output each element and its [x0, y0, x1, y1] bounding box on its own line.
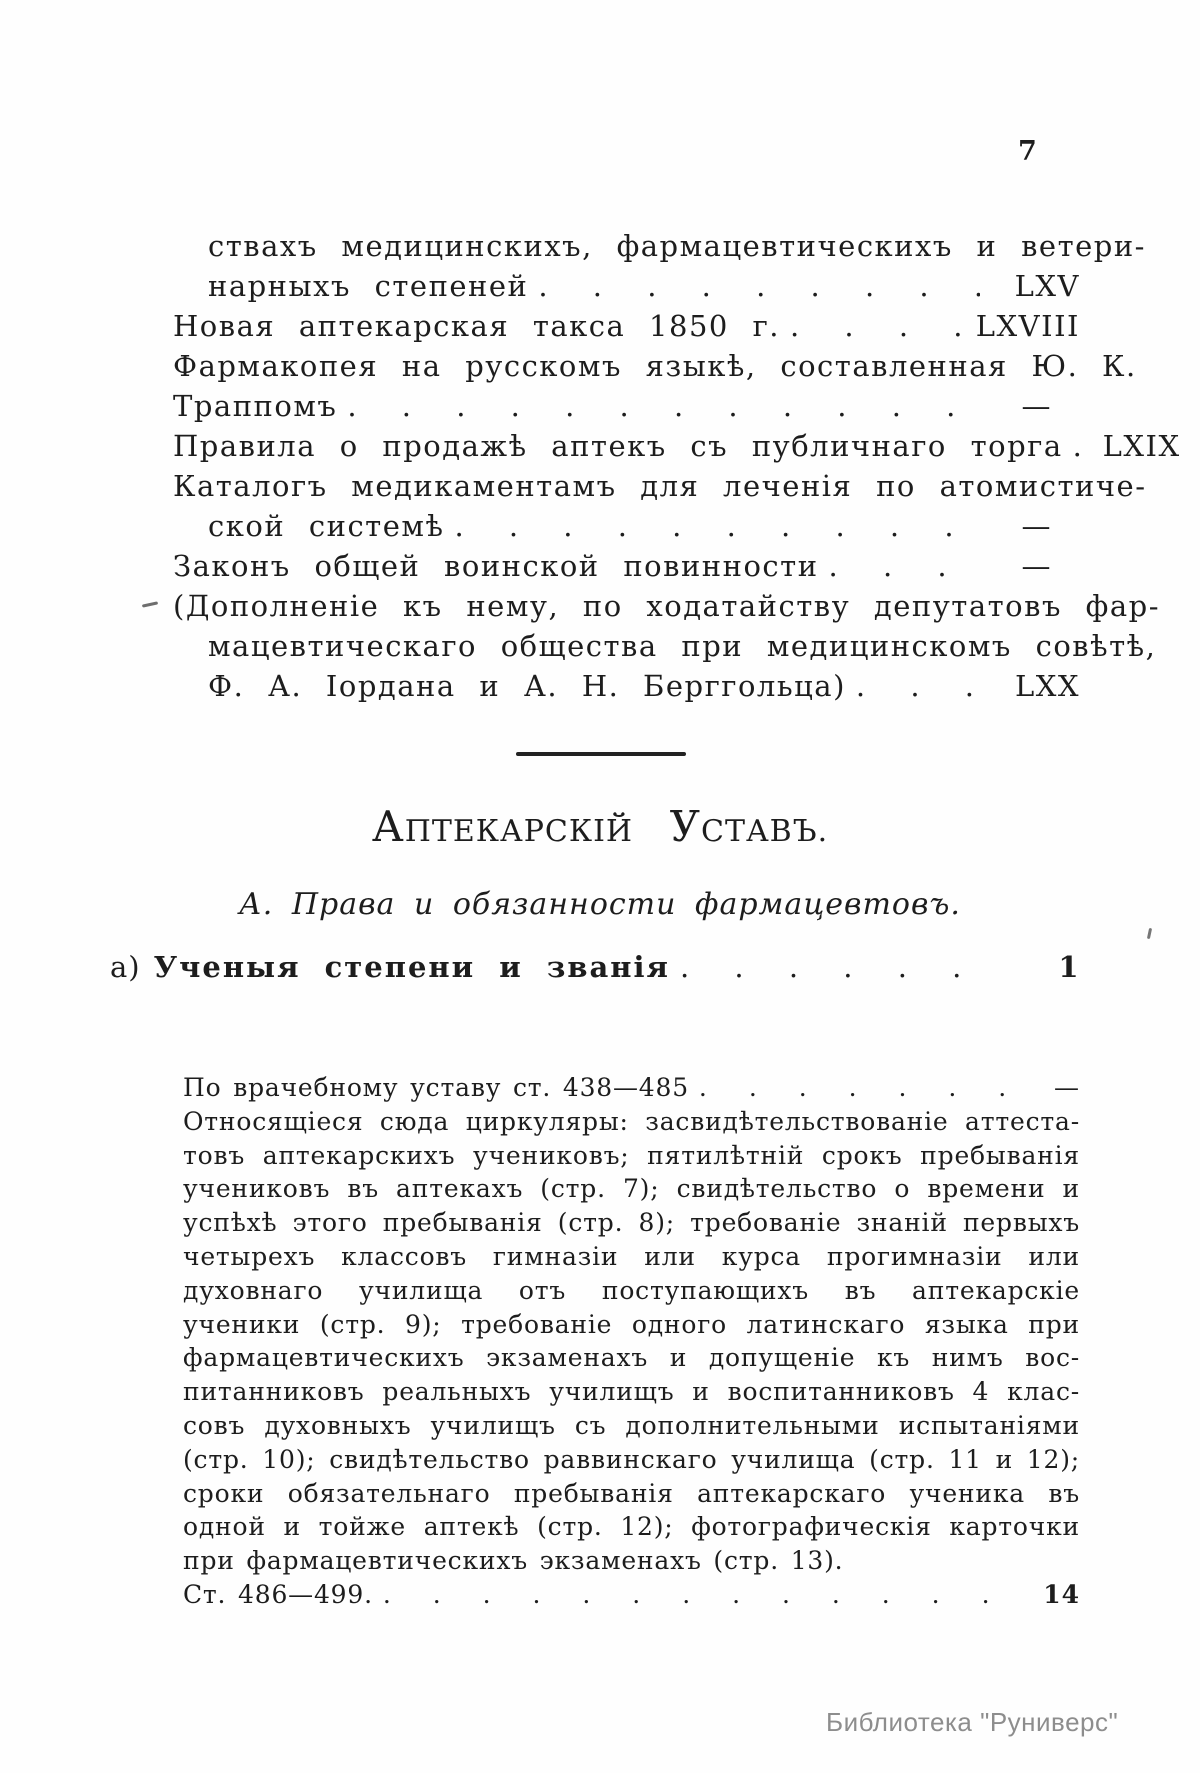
body-line [183, 1172, 1080, 1206]
body-line [183, 1510, 1080, 1544]
body-line-text: одной и тойже аптекѣ (стр. 12); фотографическія карточки [183, 1512, 1080, 1542]
toc-line [173, 546, 1080, 586]
toc-line-text: Новая аптекарская такса 1850 г. [173, 309, 780, 343]
body-line-page-value: — [1054, 1073, 1080, 1102]
dot-leader [819, 546, 980, 586]
toc-entry-main [110, 948, 1080, 986]
toc-line-text: мацевтическаго общества при медицинскомъ совѣтѣ, [208, 629, 1157, 663]
toc-line-text: нарныхъ степеней [208, 269, 529, 303]
dot-leader [780, 306, 976, 346]
body-line [183, 1139, 1080, 1173]
toc-line-text: Законъ общей воинской повинности [173, 549, 819, 583]
library-watermark: Библиотека "Руниверс" [826, 1707, 1119, 1737]
toc-line-text: Правила о продажѣ аптекъ съ публичнаго торга [173, 429, 1063, 463]
toc-line-page-value: LXIX [1102, 429, 1181, 463]
toc-line [173, 426, 1181, 466]
toc-line [173, 306, 1080, 346]
dot-leader [373, 1578, 1010, 1612]
toc-line-text: Фармакопея на русскомъ языкѣ, составленная Ю. К. [173, 349, 1137, 383]
body-line-text: при фармацевтическихъ экзаменахъ (стр. 13). [183, 1546, 844, 1576]
body-line-text: учениковъ въ аптекахъ (стр. 7); свидѣтельство о времени и [183, 1174, 1080, 1204]
body-line [183, 1105, 1080, 1139]
body-line-text: Ст. 486—499. [183, 1579, 373, 1609]
title-initial-cap: У [669, 802, 701, 851]
dot-leader [689, 1071, 1010, 1105]
body-line-text: фармацевтическихъ экзаменахъ и допущеніе къ нимъ вос- [183, 1343, 1080, 1373]
toc-line-page-value: — [1021, 549, 1052, 583]
dot-leader [337, 386, 980, 426]
dot-leader [1063, 426, 1081, 466]
body-line-text: успѣхѣ этого пребыванія (стр. 8); требованіе знаній первыхъ [183, 1208, 1080, 1238]
body-line-text: ученики (стр. 9); требованіе одного латинскаго языка при [183, 1309, 1080, 1339]
toc-line-text: ствахъ медицинскихъ, фармацевтическихъ и ветери- [208, 229, 1146, 263]
toc-continuation-list [173, 226, 1181, 706]
toc-line-page-value: — [1021, 389, 1052, 423]
ink-speck-artifact [1147, 928, 1152, 939]
toc-line-text: Каталогъ медикаментамъ для леченія по атомистиче- [173, 469, 1147, 503]
body-line-text: (стр. 10); свидѣтельство раввинскаго училища (стр. 11 и 12); [183, 1444, 1080, 1474]
title-word-rest: ПТЕКАРСКІЙ [404, 814, 634, 849]
toc-line [173, 266, 1080, 306]
toc-line-text: ской системѣ [208, 509, 445, 543]
body-line [183, 1443, 1080, 1477]
dot-leader [670, 948, 990, 986]
toc-line [173, 466, 1147, 506]
body-line [183, 1071, 1080, 1105]
toc-line-page-value: LXX [1014, 669, 1080, 703]
toc-line [173, 506, 1080, 546]
toc-line [173, 386, 1080, 426]
title-word-rest: СТАВЪ. [701, 814, 829, 849]
section-subtitle: А. Права и обязанности фармацевтовъ. [239, 887, 961, 922]
body-line [183, 1274, 1080, 1308]
toc-line-page-value: — [1021, 509, 1052, 543]
body-line [183, 1409, 1080, 1443]
toc-line-text: Ф. А. Іордана и А. Н. Берггольца) [208, 669, 846, 703]
body-line [183, 1544, 1080, 1578]
body-line-text: совъ духовныхъ училищъ съ дополнительными испытаніями [183, 1410, 1080, 1440]
body-line-text: сроки обязательнаго пребыванія аптекарскаго ученика въ [183, 1478, 1080, 1508]
body-line [183, 1375, 1080, 1409]
body-line [183, 1578, 1080, 1612]
section-divider-rule [516, 752, 686, 756]
entry-prefix: а) [110, 950, 141, 984]
toc-line [173, 346, 1137, 386]
body-line [183, 1477, 1080, 1511]
body-line-text: духовнаго училища отъ поступающихъ въ аптекарскіе [183, 1275, 1080, 1305]
dot-leader [528, 266, 980, 306]
page-number: 7 [1018, 136, 1038, 167]
annotation-list [183, 1071, 1080, 1612]
body-line [183, 1206, 1080, 1240]
toc-line-page-value: LXV [1014, 269, 1080, 303]
body-line-text: По врачебному уставу ст. 438—485 [183, 1073, 689, 1102]
body-line [183, 1240, 1080, 1274]
margin-mark-artifact [142, 601, 158, 607]
toc-line-page-value: LXVIII [975, 309, 1080, 343]
toc-line [173, 226, 1146, 266]
body-line [183, 1341, 1080, 1375]
body-line-page-value: 14 [1043, 1579, 1080, 1609]
body-line-text: четырехъ классовъ гимназіи или курса прогимназіи или [183, 1241, 1080, 1271]
entry-page-value: 1 [1058, 950, 1080, 984]
section-title [120, 801, 1080, 858]
body-line [183, 1308, 1080, 1342]
toc-line [173, 666, 1080, 706]
toc-line-text: Траппомъ [173, 389, 338, 423]
toc-line [173, 586, 1160, 626]
dot-leader [846, 666, 980, 706]
section-title-word [669, 802, 829, 851]
body-line-text: Относящіеся сюда циркуляры: засвидѣтельствованіе аттеста- [183, 1106, 1080, 1136]
body-line-text: питанниковъ реальныхъ училищъ и воспитанниковъ 4 клас- [183, 1377, 1080, 1407]
entry-title: Ученыя степени и званія [153, 950, 670, 984]
dot-leader [444, 506, 980, 546]
toc-line [173, 626, 1157, 666]
toc-line-text: (Дополненіе къ нему, по ходатайству депутатовъ фар- [173, 589, 1160, 623]
body-line-text: товъ аптекарскихъ учениковъ; пятилѣтній срокъ пребыванія [183, 1140, 1080, 1170]
title-initial-cap: А [371, 802, 405, 851]
section-title-word [371, 802, 634, 851]
